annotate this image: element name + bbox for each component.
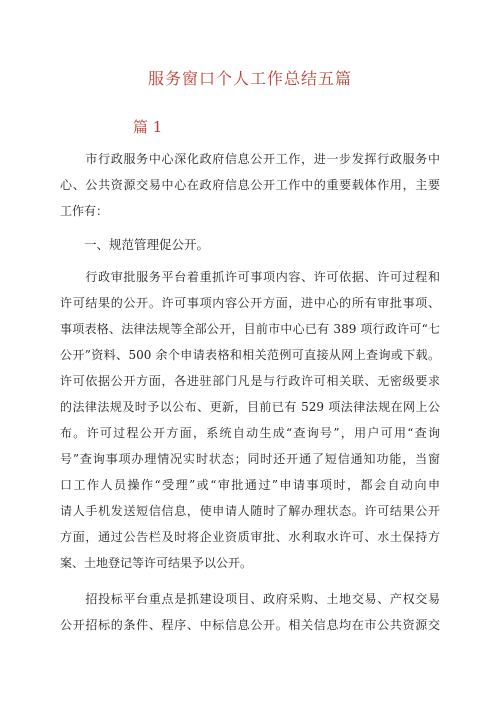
paragraph-line: 方面，通过公告栏及时将企业资质审批、水利取水许可、水土保持方 [60,530,440,544]
paragraph-line: 号”查询事项办理情况实时状态；同时还开通了短信通知功能，当窗 [60,452,440,466]
paragraph-line: 公开招标的条件、程序、中标信息公开。相关信息均在市公共资源交 [60,618,440,632]
paragraph-line: 布。许可过程公开方面，系统自动生成“查询号”，用户可用“查询 [60,426,440,440]
paragraph-line: 行政审批服务平台着重抓许可事项内容、许可依据、许可过程和 [60,270,440,284]
intro-line: 工作有： [60,204,109,218]
paragraph-line: 的法律法规及时予以公布、更新，目前已有 529 项法律法规在网上公 [60,400,440,414]
paragraph-line: 招投标平台重点是抓建设项目、政府采购、土地交易、产权交易 [60,592,440,606]
paragraph-line: 口工作人员操作“受理”或“审批通过”申请事项时，都会自动向申 [60,478,440,492]
intro-line: 市行政服务中心深化政府信息公开工作，进一步发挥行政服务中 [60,152,440,166]
section-heading: 篇 1 [133,118,163,136]
subheading-regulate-management: 一、规范管理促公开。 [84,237,210,252]
intro-line: 心、公共资源交易中心在政府信息公开工作中的重要载体作用，主要 [60,178,440,192]
paragraph-line: 案、土地登记等许可结果予以公开。 [60,556,253,570]
document-title: 服务窗口个人工作总结五篇 [147,69,352,88]
paragraph-line: 请人手机发送短信信息，使申请人随时了解办理状态。许可结果公开 [60,504,440,518]
paragraph-line: 公开”资料、500 余个申请表格和相关范例可直接从网上查询或下载。 [60,348,440,362]
paragraph-line: 事项表格、法律法规等全部公开，目前市中心已有 389 项行政许可“七 [60,322,440,336]
paragraph-line: 许可结果的公开。许可事项内容公开方面，进中心的所有审批事项、 [60,296,440,310]
paragraph-line: 许可依据公开方面，各进驻部门凡是与行政许可相关联、无密级要求 [60,374,440,388]
